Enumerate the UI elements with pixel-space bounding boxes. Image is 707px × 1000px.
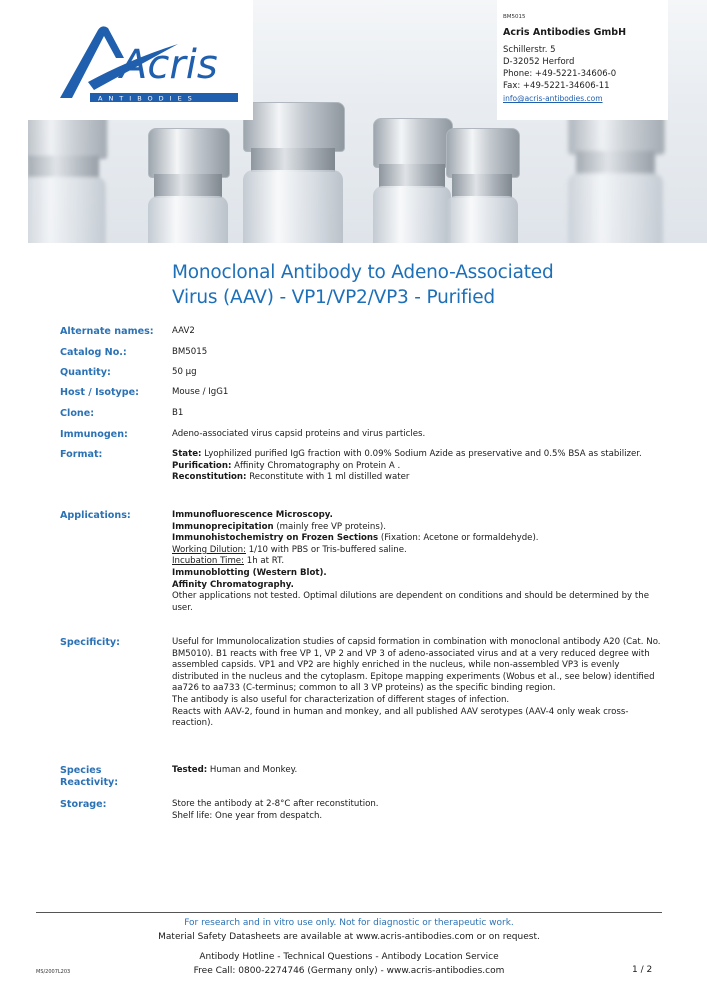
specificity-paragraph: Reacts with AAV-2, found in human and monkey, and all published AAV serotypes (AAV-4 only weak cross-reaction). [172, 706, 629, 729]
logo-subtext: ANTIBODIES [98, 94, 198, 103]
spec-value [172, 637, 662, 730]
application-if: Immunofluorescence Microscopy. [172, 510, 333, 520]
spec-value: Mouse / IgG1 [172, 387, 229, 397]
spec-label: Storage: [60, 799, 107, 810]
spec-label: Alternate names: [60, 326, 154, 337]
logo [28, 0, 253, 120]
spec-label: Applications: [60, 510, 131, 521]
hotline-note: Antibody Hotline - Technical Questions - Antibody Location Service [199, 952, 499, 962]
research-use-note: For research and in vitro use only. Not for diagnostic or therapeutic work. [184, 918, 514, 928]
format-state: State: Lyophilized purified IgG fraction with 0.09% Sodium Azide as preservative and 0.5% BSA as stabilizer. [172, 449, 642, 459]
spec-label: Format: [60, 449, 103, 460]
application-ihc: Immunohistochemistry on Frozen Sections (Fixation: Acetone or formaldehyde). [172, 533, 539, 544]
title-line: Monoclonal Antibody to Adeno-Associated [172, 262, 554, 283]
specificity-paragraph: Useful for Immunolocalization studies of capsid formation in combination with monoclonal antibody A20 (Cat. No. BM5010). B1 reacts with free VP 1, VP 2 and VP 3 of adeno-associated virus and at a very reduced degree with assembled capsids. VP1 and VP2 are highly enriched in the nucleus, while non-assembled VP3 is evenly distributed in the nucleus and the cytoplasm. Epitope mapping experiments (Wobus et al., see below) identified aa726 to aa733 (C-terminus; common to all 3 VP proteins) as the specific binding region. [172, 637, 661, 694]
application-ip: Immunoprecipitation (mainly free VP proteins). [172, 521, 386, 532]
page-title [172, 260, 672, 310]
spec-value: 50 µg [172, 367, 197, 377]
spec-value [172, 510, 662, 614]
email-link[interactable]: info@acris-antibodies.com [503, 94, 603, 103]
title-line: Virus (AAV) - VP1/VP2/VP3 - Purified [172, 287, 495, 308]
spec-label: Host / Isotype: [60, 387, 140, 398]
spec-value: AAV2 [172, 326, 195, 336]
spec-label: Quantity: [60, 367, 111, 378]
spec-value: BM5015 [172, 347, 208, 357]
address-line: D-32052 Herford [503, 57, 575, 67]
format-purification: Purification: Affinity Chromatography on Protein A . [172, 460, 401, 471]
spec-label: Clone: [60, 408, 95, 419]
doc-code: BM5015 [503, 14, 526, 20]
fax-line: Fax: +49-5221-34606-11 [503, 81, 610, 91]
address-line: Schillerstr. 5 [503, 45, 556, 55]
application-ac: Affinity Chromatography. [172, 579, 294, 590]
specificity-paragraph: The antibody is also useful for characterization of different stages of infection. [172, 694, 510, 705]
spec-value: B1 [172, 408, 184, 418]
spec-value: Adeno-associated virus capsid proteins and virus particles. [172, 429, 426, 439]
page-number: 1 / 2 [632, 965, 653, 975]
acris-logo-icon [28, 0, 253, 120]
spec-label: Catalog No.: [60, 347, 127, 358]
spec-value: Store the antibody at 2-8°C after reconstitution. Shelf life: One year from despatch. [172, 799, 379, 821]
company-name: Acris Antibodies GmbH [503, 27, 627, 38]
spec-label: Immunogen: [60, 429, 128, 440]
document-reference: MS/2007L203 [36, 969, 71, 975]
free-call-note: Free Call: 0800-2274746 (Germany only) - www.acris-antibodies.com [193, 966, 505, 976]
msds-note: Material Safety Datasheets are available at www.acris-antibodies.com or on request. [158, 932, 540, 942]
spec-label: Specificity: [60, 637, 121, 648]
logo-wordmark: Acris [120, 42, 218, 88]
application-other: Other applications not tested. Optimal dilutions are dependent on conditions and should be determined by the user. [172, 591, 649, 613]
spec-value [172, 449, 662, 484]
footer-divider [36, 912, 662, 913]
spec-label: Species Reactivity: [60, 765, 119, 788]
spec-value: Tested: Human and Monkey. [172, 765, 298, 775]
format-reconstitution: Reconstitution: Reconstitute with 1 ml distilled water [172, 472, 410, 483]
phone-line: Phone: +49-5221-34606-0 [503, 69, 617, 79]
contact-block [497, 0, 668, 120]
application-wb: Immunoblotting (Western Blot). [172, 567, 327, 578]
application-working-dilution: Working Dilution: 1/10 with PBS or Tris-buffered saline. [172, 544, 407, 555]
application-incubation-time: Incubation Time: 1h at RT. [172, 556, 285, 567]
